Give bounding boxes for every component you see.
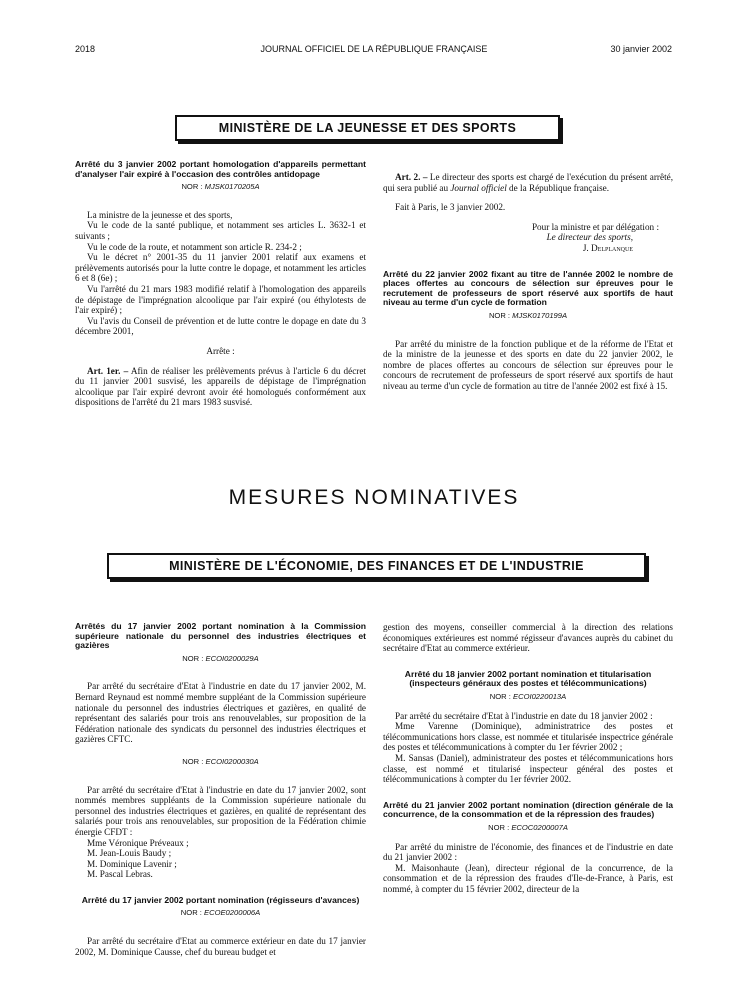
decree-title: Arrêtés du 17 janvier 2002 portant nomination à la Commission supérieure nationale du personnel des industries électriques et gazières bbox=[75, 621, 366, 651]
member-list bbox=[75, 838, 366, 880]
ministry-jeunesse-sports-heading: MINISTÈRE DE LA JEUNESSE ET DES SPORTS bbox=[175, 115, 560, 141]
list-item: M. Dominique Lavenir ; bbox=[87, 858, 177, 869]
nor-reference: NOR : ECOI0220013A bbox=[489, 691, 567, 701]
paragraph: Par arrêté du secrétaire d'Etat à l'industrie en date du 18 janvier 2002 : bbox=[395, 710, 653, 721]
list-item: M. Jean-Louis Baudy ; bbox=[87, 848, 172, 859]
nor-reference: NOR : ECOI0200029A bbox=[182, 653, 259, 663]
decree-title: Arrêté du 3 janvier 2002 portant homologation d'appareils permettant d'analyser l'air expiré à l'occasion des contrôles antidopage bbox=[75, 159, 366, 179]
signature-line: Pour la ministre et par délégation : bbox=[531, 221, 659, 232]
paragraph: Par arrêté du secrétaire d'Etat à l'industrie en date du 17 janvier 2002, sont nommés membres suppléants de la Commission supérieure nationale du personnel des industries électriques et gazières, en qualité de représentant des salariés pour trois ans renouvelables, sur proposition de la Fédération chimie énergie CFDT : bbox=[75, 784, 366, 837]
left-column-bottom bbox=[75, 622, 366, 957]
ministry-economie-heading: MINISTÈRE DE L'ÉCONOMIE, DES FINANCES ET DE L'INDUSTRIE bbox=[107, 553, 646, 579]
right-column-top bbox=[383, 172, 673, 392]
article-2: Art. 2. – Le directeur des sports est chargé de l'exécution du présent arrêté, qui sera publié au Journal officiel de la République française. bbox=[383, 172, 673, 193]
decree-title: Arrêté du 18 janvier 2002 portant nomination et titularisation (inspecteurs généraux des postes et télécommunications) bbox=[404, 668, 652, 689]
decree-title: Arrêté du 17 janvier 2002 portant nomination (régisseurs d'avances) bbox=[81, 894, 360, 905]
journal-title: JOURNAL OFFICIEL DE LA RÉPUBLIQUE FRANÇAISE bbox=[260, 44, 488, 54]
list-item: M. Pascal Lebras. bbox=[87, 869, 153, 880]
paragraph-continued: gestion des moyens, conseiller commercial à la direction des relations économiques extérieures est nommé régisseur d'avances auprès du cabinet du secrétaire d'Etat au commerce extérieur. bbox=[383, 622, 673, 654]
paragraph: M. Sansas (Daniel), administrateur des postes et télécommunications hors classe, est nommé et titularisé inspecteur général des postes et télécommunications à compter du 1er février 2002. bbox=[383, 752, 673, 785]
decree-title: Arrêté du 22 janvier 2002 fixant au titre de l'année 2002 le nombre de places offertes au concours de sélection sur épreuves pour le recrutement de professeurs de sport réservé aux sportifs de haut niveau au terme d'un cycle de formation bbox=[383, 268, 673, 308]
signature-name: J. Delplanque bbox=[582, 242, 633, 253]
nor-reference: NOR : ECOC0200007A bbox=[488, 822, 568, 832]
nor-reference: NOR : ECOI0200030A bbox=[182, 756, 259, 766]
paragraph: Vu le décret n° 2001-35 du 11 janvier 2001 relatif aux examens et prélèvements autorisés pour la lutte contre le dopage, et notamment les articles 6 et 8 (6e) ; bbox=[75, 252, 366, 284]
issue-date: 30 janvier 2002 bbox=[610, 44, 672, 54]
left-column-top bbox=[75, 160, 366, 408]
page-number: 2018 bbox=[75, 44, 96, 54]
list-item: Mme Véronique Préveaux ; bbox=[87, 837, 189, 848]
paragraph: Par arrêté du secrétaire d'Etat à l'industrie en date du 17 janvier 2002, M. Bernard Reynaud est nommé membre suppléant de la Commission supérieure nationale du personnel des industries électriques et gazières, en qualité de représentant des salariés pour trois ans renouvelables, sur proposition de la Fédération nationale des syndicats du personnel des industries électriques et gazières CFTC. bbox=[75, 681, 366, 745]
paragraph: Vu le code de la santé publique, et notamment ses articles L. 3632-1 et suivants ; bbox=[75, 220, 366, 241]
right-column-bottom bbox=[383, 622, 673, 894]
paragraph: Vu l'avis du Conseil de prévention et de lutte contre le dopage en date du 3 décembre 2001, bbox=[75, 315, 366, 337]
paragraph: M. Maisonhaute (Jean), directeur régional de la concurrence, de la consommation et de la répression des fraudes d'Ile-de-France, à Paris, est nommé, à compter du 15 février 2002, directeur de la bbox=[383, 862, 673, 894]
nor-reference: NOR : ECOE0200006A bbox=[180, 908, 261, 918]
article-1: Art. 1er. – Afin de réaliser les prélèvements prévus à l'article 6 du décret du 11 janvier 2001 susvisé, les appareils de dépistage de l'imprégnation alcoolique par l'air expiré devront avoir été homologués conformément aux dispositions de l'arrêté du 21 mars 1983 susvisé. bbox=[75, 365, 367, 408]
paragraph: Vu l'arrêté du 21 mars 1983 modifié relatif à l'homologation des appareils de dépistage de l'imprégnation alcoolique par l'air expiré (ou éthylotests de l'air expiré) ; bbox=[75, 283, 366, 316]
nor-reference: NOR : MJSK0170205A bbox=[181, 182, 260, 192]
paragraph: Par arrêté du ministre de la fonction publique et de la réforme de l'Etat et de la ministre de la jeunesse et des sports en date du 22 janvier 2002, le nombre de places offertes au concours de sélection sur épreuves pour le concours de recrutement de professeurs de sport réservé aux sportifs de haut niveau au terme d'un cycle de formation au titre de l'année 2002 est fixé à 15. bbox=[383, 338, 673, 391]
decree-title: Arrêté du 21 janvier 2002 portant nomination (direction générale de la concurrence, de la consommation et de la répression des fraudes) bbox=[383, 799, 673, 820]
paragraph: Par arrêté du ministre de l'économie, des finances et de l'industrie en date du 21 janvier 2002 : bbox=[383, 841, 673, 863]
nor-reference: NOR : MJSK0170199A bbox=[488, 310, 568, 320]
arrete-heading: Arrête : bbox=[206, 345, 235, 356]
paragraph: Mme Varenne (Dominique), administratrice des postes et télécommunications hors classe, est nommée et titularisée inspectrice générale des postes et télécommunications à compter du 1er février 2002 ; bbox=[383, 721, 673, 753]
done-at: Fait à Paris, le 3 janvier 2002. bbox=[395, 202, 506, 213]
paragraph: Par arrêté du secrétaire d'Etat au commerce extérieur en date du 17 janvier 2002, M. Dominique Causse, chef du bureau budget et bbox=[75, 936, 366, 957]
paragraph: Vu le code de la route, et notamment son article R. 234-2 ; bbox=[87, 241, 302, 252]
section-heading: MESURES NOMINATIVES bbox=[228, 486, 520, 509]
signature-title: Le directeur des sports, bbox=[546, 232, 633, 243]
paragraph: La ministre de la jeunesse et des sports, bbox=[87, 209, 233, 220]
